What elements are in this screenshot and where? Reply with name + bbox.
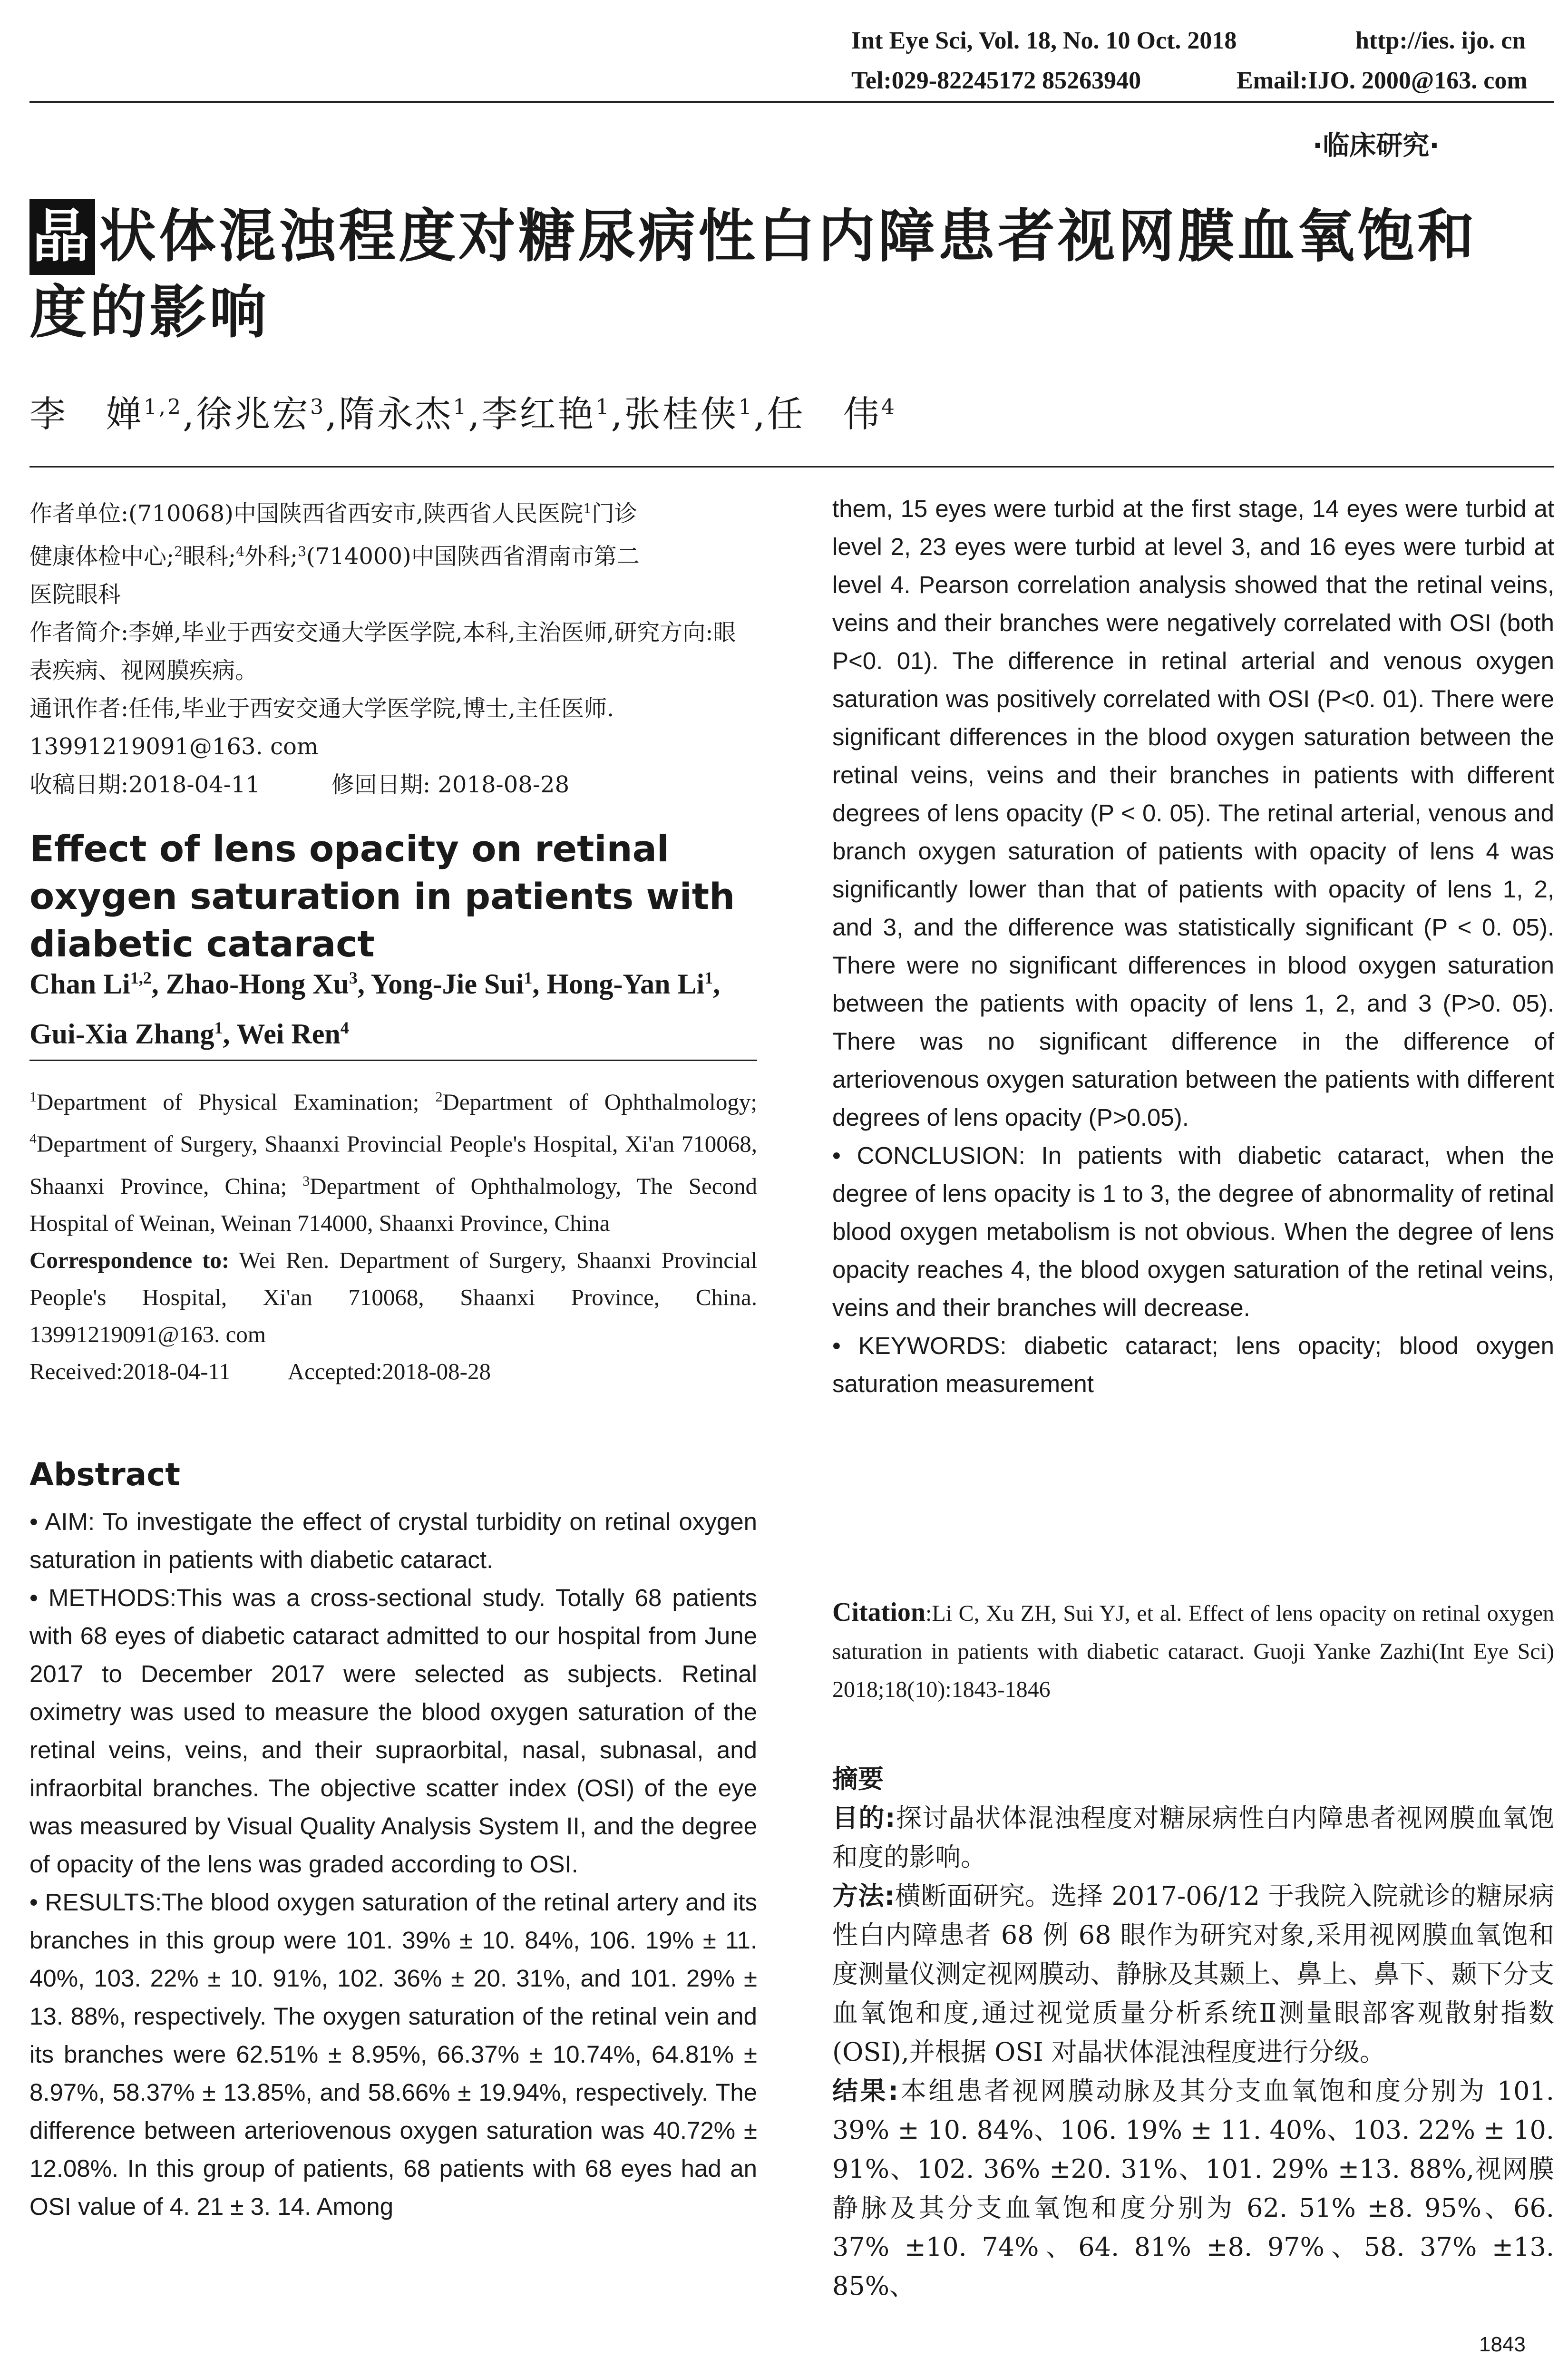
author-info-cn	[29, 490, 757, 804]
affiliation: $^1$Department of Physical Examination; $^2$Department of Ophthalmology; $^4$Department of Surgery, Shaanxi Provincial People's Hospital, Xi'an 710068, Shaanxi Province, China; $^3$Department of Ophthalmology, The Second Hospital of Weinan, Weinan 714000, Shaanxi Province, China Correspondence to: Wei Ren. Department of Surgery, Shaanxi Provincial People's Hospital, Xi'an 710068, Shaanxi Province, China. 13991219091@163. com Received:2018-04-11 Accepted:2018-08-28	[29, 1079, 757, 1390]
cn-abstract-methods: 方法:横断面研究。选择 2017-06/12 于我院入院就诊的糖尿病性白内障患者 68 例 68 眼作为研究对象,采用视网膜血氧饱和度测量仪测定视网膜动、静脉及其颞上、鼻上、鼻下、颞下分支血氧饱和度,通过视觉质量分析系统Ⅱ测量眼部客观散射指数(OSI),并根据 OSI 对晶状体混浊程度进行分级。	[832, 1881, 1554, 2067]
author-sup: 1	[453, 395, 468, 419]
journal-info: Int Eye Sci, Vol. 18, No. 10 Oct. 2018	[851, 27, 1237, 54]
page-title	[29, 199, 1566, 351]
abstract-methods: • METHODS:This was a cross-sectional study. Totally 68 patients with 68 eyes of diabetic cataract admitted to our hospital from June 2017 to December 2017 were selected as subjects. Retinal oximetry was used to measure the blood oxygen saturation of the retinal veins, veins, and their supraorbital, nasal, subnasal, and infraorbital branches. The objective scatter index (OSI) of the eye was measured by Visual Quality Analysis System II, and the degree of opacity of the lens was graded according to OSI.	[29, 1584, 757, 1878]
cn-abstract	[832, 1760, 1554, 2306]
author-cn: 张桂侠	[624, 393, 739, 435]
authors-rule	[29, 466, 1554, 468]
title-line2: 度的影响	[29, 280, 269, 346]
author-sup: 3	[310, 395, 326, 419]
abstract-results: • RESULTS:The blood oxygen saturation of the retinal artery and its branches in this group were 101. 39% ± 10. 84%, 106. 19% ± 11. 40%, 103. 22% ± 10. 91%, 102. 36% ± 20. 31%, and 101. 29% ± 13. 88%, respectively. The oxygen saturation of the retinal vein and its branches were 62.51% ± 8.95%, 66.37% ± 10.74%, 64.81% ± 8.97%, 58.37% ± 13.85%, and 58.66% ± 19.94%, respectively. The difference between arteriovenous oxygen saturation was 40.72% ± 12.08%. In this group of patients, 68 patients with 68 eyes had an OSI value of 4. 21 ± 3. 14. Among	[29, 1889, 757, 2220]
abstract-results-cont: them, 15 eyes were turbid at the first stage, 14 eyes were turbid at level 2, 23 eyes were turbid at level 3, and 16 eyes were turbid at level 4. Pearson correlation analysis showed that the retinal veins, veins and their branches were negatively correlated with OSI (both P<0. 01). The difference in retinal arterial and venous oxygen saturation was positively correlated with OSI (P<0. 01). There were significant differences in the blood oxygen saturation between the retinal veins, veins and their branches in patients with different degrees of lens opacity (P < 0. 05). The retinal arterial, venous and branch oxygen saturation of patients with opacity of lens 4 was significantly lower than that of patients with opacity of lens 1, 2, and 3, and the difference was statistically significant (P < 0. 05). There were no significant differences in blood oxygen saturation between the patients with opacity of lens 1, 2, and 3 (P>0. 05). There was no significant difference in the difference of arteriovenous oxygen saturation between the patients with different degrees of lens opacity (P>0.05).	[832, 495, 1554, 1131]
author-sup: 1	[738, 395, 754, 419]
citation: Citation:Li C, Xu ZH, Sui YJ, et al. Effect of lens opacity on retinal oxygen saturation in patients with diabetic cataract. Guoji Yanke Zazhi(Int Eye Sci) 2018;18(10):1843-1846	[832, 1598, 1554, 1702]
author-cn: 李 婵	[29, 393, 144, 435]
title-first-char: 晶	[29, 199, 95, 275]
section-tag: ·临床研究·	[1313, 130, 1440, 161]
page-number: 1843	[1479, 2333, 1526, 2356]
author-sup: 1,2	[144, 395, 183, 419]
abstract-heading: Abstract	[29, 1456, 180, 1493]
author-cn: 李红艳	[481, 393, 596, 435]
cn-abstract-aim: 目的:探讨晶状体混浊程度对糖尿病性白内障患者视网膜血氧饱和度的影响。	[832, 1803, 1554, 1872]
affiliation-rule	[29, 1060, 757, 1061]
abstract-conclusion: • CONCLUSION: In patients with diabetic cataract, when the degree of lens opacity is 1 to 3, the degree of abnormality of retinal blood oxygen metabolism is not obvious. When the degree of lens opacity reaches 4, the blood oxygen saturation of the retinal veins, veins and their branches will decrease.	[832, 1142, 1554, 1321]
en-authors: Chan Li$^{1,2}$, Zhao-Hong Xu$^3$, Yong-Jie Sui$^1$, Hong-Yan Li$^1$, Gui-Xia Zhang$^1$, Wei Ren$^4$	[29, 968, 721, 1050]
correspondence: Correspondence to: Wei Ren. Department of Surgery, Shaanxi Provincial People's Hospital, Xi'an 710068, Shaanxi Province, China. 13991219091@163. com	[29, 1247, 757, 1347]
journal-tel: Tel:029-82245172 85263940	[851, 67, 1141, 94]
author-sup: 4	[881, 395, 896, 419]
abstract-body-left	[29, 1503, 757, 2226]
journal-email: Email:IJO. 2000@163. com	[1237, 67, 1528, 94]
author-unit: 作者单位:(710068)中国陕西省西安市,陕西省人民医院$^1$门诊 健康体检中心;$^2$眼科;$^4$外科;$^3$(714000)中国陕西省渭南市第二 医院眼科	[29, 500, 640, 608]
author-corr: 通讯作者:任伟,毕业于西安交通大学医学院,博士,主任医师. 13991219091@163. com	[29, 695, 614, 760]
abstract-body-right	[832, 490, 1554, 1403]
author-sup: 1	[595, 395, 611, 419]
authors-cn: 李 婵$^{1,2}$,徐兆宏$^3$,隋永杰$^1$,李红艳$^1$,张桂侠$^1$,任 伟$^4$	[29, 393, 896, 435]
cn-abstract-results: 结果:本组患者视网膜动脉及其分支血氧饱和度分别为 101. 39% ± 10. 84%、106. 19% ± 11. 40%、103. 22% ± 10. 91%、102. 36% ±20. 31%、101. 29% ±13. 88%,视网膜静脉及其分支血氧饱和度分别为 62. 51% ±8. 95%、66. 37% ±10. 74%、64. 81% ±8. 97%、58. 37% ±13. 85%、	[832, 2076, 1554, 2301]
en-title: Effect of lens opacity on retinal oxygen saturation in patients with diabetic cataract	[29, 828, 735, 965]
abstract-aim: • AIM: To investigate the effect of crystal turbidity on retinal oxygen saturation in patients with diabetic cataract.	[29, 1508, 757, 1573]
author-cn: 任 伟	[767, 393, 881, 435]
header-rule	[29, 101, 1554, 103]
citation-label: Citation	[832, 1598, 925, 1627]
en-dates: Received:2018-04-11 Accepted:2018-08-28	[29, 1358, 491, 1384]
abstract-keywords: • KEYWORDS: diabetic cataract; lens opacity; blood oxygen saturation measurement	[832, 1332, 1554, 1397]
author-cn: 徐兆宏	[196, 393, 311, 435]
author-bio: 作者简介:李婵,毕业于西安交通大学医学院,本科,主治医师,研究方向:眼表疾病、视网膜疾病。	[29, 619, 736, 684]
journal-url: http://ies. ijo. cn	[1355, 27, 1526, 54]
title-line1: 状体混浊程度对糖尿病性白内障患者视网膜血氧饱和	[99, 204, 1477, 270]
author-cn: 隋永杰	[339, 393, 453, 435]
cn-abstract-heading: 摘要	[832, 1764, 884, 1794]
author-dates: 收稿日期:2018-04-11 修回日期: 2018-08-28	[29, 771, 570, 798]
